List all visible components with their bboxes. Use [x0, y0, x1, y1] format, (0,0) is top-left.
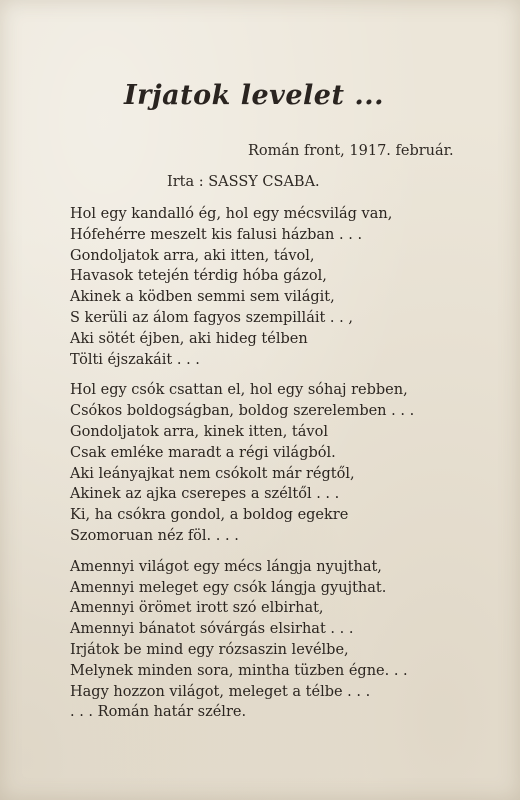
- stanza: [70, 557, 500, 723]
- poem-line: . . . Román határ szélre.: [70, 704, 247, 721]
- poem-line: S kerüli az álom fagyos szempilláit . . ,: [70, 309, 353, 326]
- poem-line: Amennyi meleget egy csók lángja gyujthat.: [70, 579, 387, 596]
- poem-line: Amennyi örömet irott szó elbirhat,: [70, 600, 324, 617]
- dateline: Román front, 1917. február.: [248, 143, 454, 159]
- poem-title: Irjatok levelet ...: [124, 80, 385, 111]
- poem-line: Melynek minden sora, mintha tüzben égne. . .: [70, 662, 408, 679]
- poem-line: Ki, ha csókra gondol, a boldog egekre: [70, 507, 349, 524]
- author-line: Irta : SASSY CSABA.: [167, 174, 320, 190]
- poem-line: Hagy hozzon világot, meleget a télbe . . .: [70, 683, 371, 700]
- poem-line: Akinek az ajka cserepes a széltől . . .: [70, 486, 340, 503]
- poem-line: Csókos boldogságban, boldog szerelemben . . .: [70, 403, 415, 420]
- poem-line: Gondoljatok arra, kinek itten, távol: [70, 423, 328, 440]
- stanza: [70, 204, 500, 370]
- poem-line: Havasok tetején térdig hóba gázol,: [70, 268, 327, 285]
- poem-line: Tölti éjszakáit . . .: [70, 351, 200, 368]
- poem-line: Aki sötét éjben, aki hideg télben: [70, 330, 308, 347]
- poem-line: Akinek a ködben semmi sem világit,: [70, 289, 335, 306]
- poem-line: Gondoljatok arra, aki itten, távol,: [70, 247, 315, 264]
- poem-line: Szomoruan néz föl. . . .: [70, 527, 239, 544]
- poem-line: Aki leányajkat nem csókolt már régtől,: [70, 465, 355, 482]
- stanza: [70, 380, 500, 546]
- poem-line: Csak emléke maradt a régi világból.: [70, 444, 336, 461]
- poem-line: Amennyi bánatot sóvárgás elsirhat . . .: [70, 621, 354, 638]
- poem-line: Irjátok be mind egy rózsaszin levélbe,: [70, 641, 349, 658]
- poem-line: Amennyi világot egy mécs lángja nyujthat,: [70, 558, 382, 575]
- poem-line: Hol egy kandalló ég, hol egy mécsvilág van,: [70, 206, 393, 222]
- poem-line: Hol egy csók csattan el, hol egy sóhaj rebben,: [70, 382, 408, 399]
- poem-body: [70, 204, 500, 733]
- poem-line: Hófehérre meszelt kis falusi házban . . .: [70, 226, 363, 243]
